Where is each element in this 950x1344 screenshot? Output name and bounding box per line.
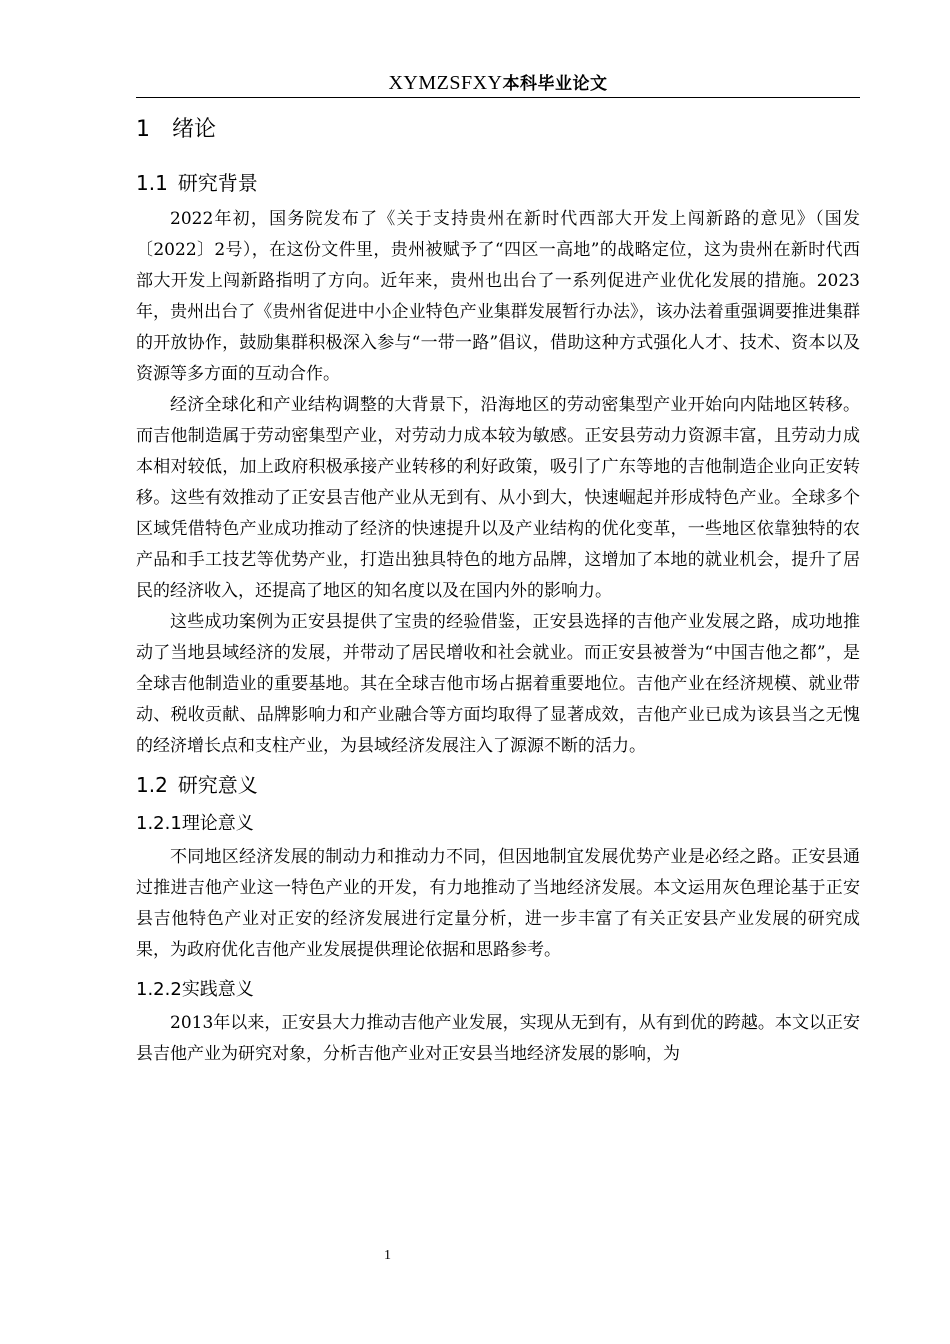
section-heading-1-2 — [136, 770, 860, 800]
page-body — [136, 110, 860, 1070]
paragraph: 这些成功案例为正安县提供了宝贵的经验借鉴，正安县选择的吉他产业发展之路，成功地推动了当地县域经济的发展，并带动了居民增收和社会就业。而正安县被誉为“中国吉他之都”，是全球吉他制造业的重要基地。其在全球吉他市场占据着重要地位。吉他产业在经济规模、就业带动、税收贡献、品牌影响力和产业融合等方面均取得了显著成效，吉他产业已成为该县当之无愧的经济增长点和支柱产业，为县域经济发展注入了源源不断的活力。 — [136, 612, 860, 756]
subsection-heading-1-2-1 — [136, 810, 860, 838]
section-number: 1.1 — [136, 171, 168, 195]
chapter-title: 绪论 — [172, 117, 217, 142]
subsection-heading-1-2-2 — [136, 976, 860, 1004]
subsection-title: 理论意义 — [181, 813, 254, 834]
subsection-number: 1.2.1 — [136, 813, 182, 834]
header-title: 本科毕业论文 — [502, 74, 608, 94]
header-code: XYMZSFXY — [388, 72, 503, 94]
page-header — [136, 70, 860, 96]
paragraph: 2013年以来，正安县大力推动吉他产业发展，实现从无到有，从有到优的跨越。本文以正安县吉他产业为研究对象，分析吉他产业对正安县当地经济发展的影响，为 — [136, 1013, 860, 1064]
paragraph: 不同地区经济发展的制动力和推动力不同，但因地制宜发展优势产业是必经之路。正安县通过推进吉他产业这一特色产业的开发，有力地推动了当地经济发展。本文运用灰色理论基于正安县吉他特色产业对正安的经济发展进行定量分析，进一步丰富了有关正安县产业发展的研究成果，为政府优化吉他产业发展提供理论依据和思路参考。 — [136, 847, 860, 960]
subsection-number: 1.2.2 — [136, 979, 182, 1000]
paragraph: 2022年初，国务院发布了《关于支持贵州在新时代西部大开发上闯新路的意见》（国发〔2022〕2号），在这份文件里，贵州被赋予了“四区一高地”的战略定位，这为贵州在新时代西部大开发上闯新路指明了方向。近年来，贵州也出台了一系列促进产业优化发展的措施。2023年，贵州出台了《贵州省促进中小企业特色产业集群发展暂行办法》，该办法着重强调要推进集群的开放协作，鼓励集群积极深入参与“一带一路”倡议，借助这种方式强化人才、技术、资本以及资源等多方面的互动合作。 — [136, 209, 860, 384]
subsection-title: 实践意义 — [181, 979, 254, 1000]
paragraph: 经济全球化和产业结构调整的大背景下，沿海地区的劳动密集型产业开始向内陆地区转移。而吉他制造属于劳动密集型产业，对劳动力成本较为敏感。正安县劳动力资源丰富，且劳动力成本相对较低，加上政府积极承接产业转移的利好政策，吸引了广东等地的吉他制造企业向正安转移。这些有效推动了正安县吉他产业从无到有、从小到大，快速崛起并形成特色产业。全球多个区域凭借特色产业成功推动了经济的快速提升以及产业结构的优化变革，一些地区依靠独特的农产品和手工技艺等优势产业，打造出独具特色的地方品牌，这增加了本地的就业机会，提升了居民的经济收入，还提高了地区的知名度以及在国内外的影响力。 — [136, 395, 860, 601]
section-title: 研究背景 — [177, 171, 258, 195]
page-number: 1 — [384, 1248, 391, 1263]
section-number: 1.2 — [136, 773, 168, 797]
section-heading-1-1 — [136, 168, 860, 198]
chapter-heading — [136, 114, 860, 146]
section-title: 研究意义 — [177, 773, 258, 797]
header-rule — [136, 97, 860, 98]
chapter-number: 1 — [136, 117, 150, 142]
